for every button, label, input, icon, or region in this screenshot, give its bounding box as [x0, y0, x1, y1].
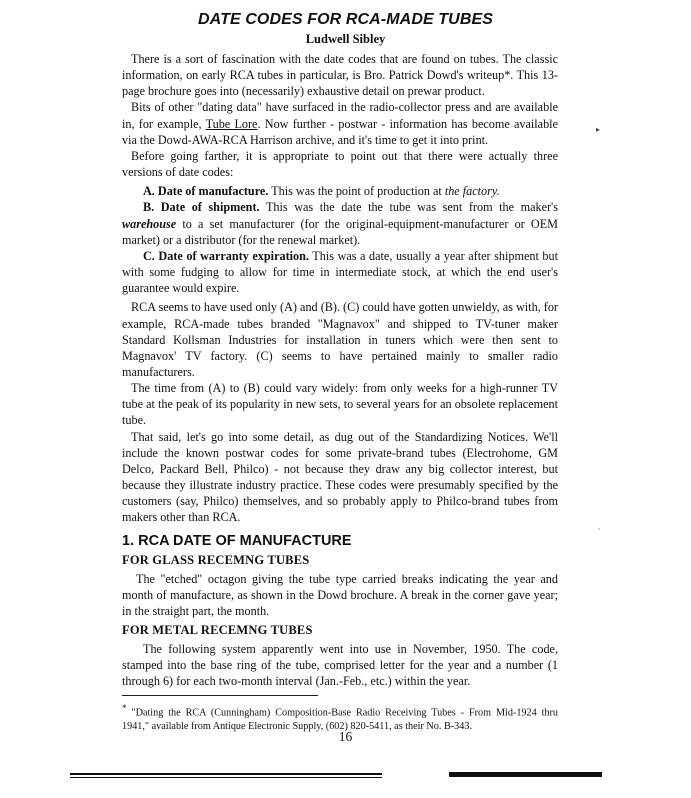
footnote-text: "Dating the RCA (Cunningham) Composition-Base Radio Receiving Tubes - From Mid-1924 thru 1941," available from Antique Electronic Supply, (602) 820-5411, as their No. B-343.: [122, 707, 559, 733]
code-c-text: This was a date, usually a year after shipment but with some fudging to allow for time in intermediate stock, at which the end user's guarantee would expire.: [122, 248, 558, 296]
glass-tubes-paragraph: The "etched" octagon giving the tube type carried breaks indicating the year and month of manufacture, as shown in the Dowd brochure. A break in the corner gave year; in the straight part, the month.: [122, 571, 558, 618]
body-paragraph-5: The time from (A) to (B) could vary widely: from only weeks for a high-runner TV tube at the peak of its popularity in new sets, to several years for an obsolete replacement tube.: [122, 381, 558, 428]
intro-paragraph-1: There is a sort of fascination with the date codes that are found on tubes. The classic information, on early RCA tubes in particular, is Bro. Patrick Dowd's writeup*. This 13-page brochure goes into (necessarily) exhaustive detail on prewar product.: [122, 52, 558, 99]
intro-paragraph-3: Before going farther, it is appropriate to point out that there were actually three versions of date codes:: [122, 148, 558, 180]
intro-paragraph-2-start: Bits of other "dating data" have surfaced in the radio-collector press and are available in, for example,: [122, 100, 558, 131]
code-c-paragraph: [122, 248, 558, 296]
intro-paragraph-2: [122, 99, 558, 147]
margin-mark-2: ': [598, 527, 600, 535]
footnote-rule: [122, 695, 318, 696]
code-b-label: B. Date of shipment.: [143, 200, 260, 215]
metal-tubes-heading: FOR METAL RECEMNG TUBES: [122, 623, 313, 637]
code-a-label: A. Date of manufacture.: [143, 184, 269, 199]
footnote-marker: *: [122, 703, 127, 714]
footer-rule-left: [70, 773, 382, 775]
footer-rule-right: [449, 772, 602, 777]
article-body: [122, 51, 558, 734]
code-a-emphasis: the factory.: [444, 184, 500, 199]
code-a-paragraph: [122, 183, 558, 199]
body-paragraph-4: RCA seems to have used only (A) and (B). (C) could have gotten unwieldy, as with, for example, RCA-made tubes branded "Magnavox" and shipped to TV-tuner maker Standard Kollsman Industries for installation in tuners which were then sent to Magnavox' TV factory. (C) seems to have pertained mainly to smaller radio manufacturers.: [122, 300, 558, 379]
article-title: DATE CODES FOR RCA-MADE TUBES: [197, 11, 494, 28]
code-b-text-2: to a set manufacturer (for the original-equipment-manufacturer or OEM market) or a distributor (for the renewal market).: [122, 216, 558, 247]
intro-paragraph-2-end: . Now further - postwar - information has become available via the Dowd-AWA-RCA Harrison archive, and it's time to get it into print.: [122, 116, 558, 147]
article-author: Ludwell Sibley: [305, 32, 386, 46]
page-number: 16: [338, 729, 353, 744]
glass-tubes-heading: FOR GLASS RECEMNG TUBES: [122, 552, 310, 567]
footer-rule-left-thin: [70, 777, 382, 778]
tube-lore-reference: Tube Lore: [205, 116, 258, 131]
code-a-text: This was the point of production at: [268, 184, 445, 199]
body-paragraph-6: That said, let's go into some detail, as dug out of the Standardizing Notices. We'll include the known postwar codes for some private-brand tubes (Electrohome, GM Delco, Packard Bell, Philco) - not because they draw any big collector interest, but because they illustrate industry practice. These codes were presumably specified by the customers (say, Philco) themselves, and so probably apply to Philco-brand tubes from makers other than RCA.: [122, 429, 558, 525]
code-b-emphasis: warehouse: [122, 216, 177, 231]
metal-tubes-paragraph: The following system apparently went into use in November, 1950. The code, stamped into the base ring of the tube, comprised letter for the year and a number (1 through 6) for each two-month interval (Jan.-Feb., etc.) within the year.: [122, 642, 558, 689]
code-b-text-1: This was the date the tube was sent from the maker's: [259, 200, 558, 215]
section-heading: 1. RCA DATE OF MANUFACTURE: [122, 532, 352, 549]
code-c-label: C. Date of warranty expiration.: [143, 248, 309, 263]
margin-mark-1: ▸: [596, 125, 601, 134]
code-b-paragraph: [122, 199, 558, 247]
